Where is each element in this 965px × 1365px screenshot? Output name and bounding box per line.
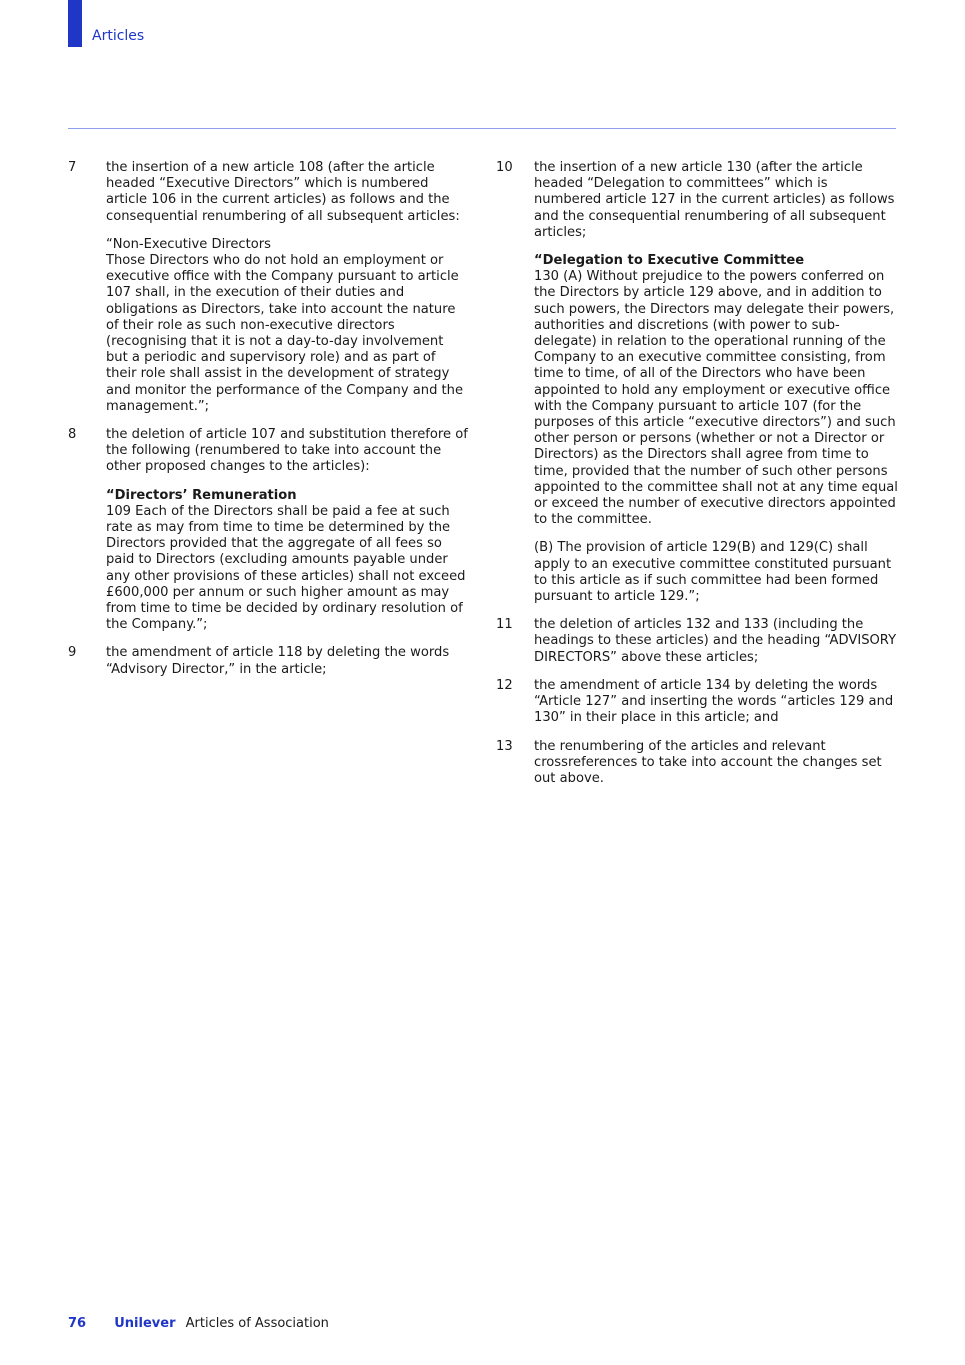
article-item-10 xyxy=(496,160,898,605)
article-item-9 xyxy=(68,645,468,677)
article-item-8 xyxy=(68,427,468,633)
quoted-article-part-b: (B) The provision of article 129(B) and 129(C) shall apply to an executive committee constituted pursuant to this article as if such committee had been formed pursuant to article 129.”; xyxy=(534,540,892,605)
item-number: 12 xyxy=(496,677,513,693)
item-text: the insertion of a new article 130 (after the article headed “Delegation to committees” which is numbered article 127 in the current articles) as follows and the consequential renumbering of all subsequent articles; xyxy=(534,160,895,240)
item-number: 7 xyxy=(68,160,77,175)
item-number: 9 xyxy=(68,645,77,661)
article-item-11 xyxy=(496,617,898,666)
quoted-article xyxy=(534,253,898,528)
quoted-body: Those Directors who do not hold an employment or executive office with the Company pursuant to article 107 shall, in the execution of their duties and obligations as Directors, take into account the nature of their role as such non-executive directors (recognising that it is not a day-to-day involvement but a periodic and supervisory role) and as part of their role shall assist in the development of strategy and monitor the performance of the Company and the management.”; xyxy=(106,253,464,414)
item-number: 13 xyxy=(496,738,513,754)
article-item-12 xyxy=(496,678,898,727)
item-text: the insertion of a new article 108 (after the article headed “Executive Directors” which is numbered article 106 in the current articles) as follows and the consequential renumbering of all subsequent articles: xyxy=(106,160,460,224)
right-column xyxy=(496,160,898,799)
item-text: the renumbering of the articles and relevant crossreferences to take into account the changes set out above. xyxy=(534,738,882,786)
quoted-body: 109 Each of the Directors shall be paid a fee at such rate as may from time to time be determined by the Directors provided that the aggregate of all fees so paid to Directors (excluding amounts payable under any other provisions of these articles) shall not exceed £600,000 per annum or such higher amount as may from time to time be decided by ordinary resolution of the Company.”; xyxy=(106,503,466,633)
brand-name: Unilever xyxy=(114,1316,176,1331)
quoted-heading: “Delegation to Executive Committee xyxy=(534,253,805,269)
page-footer xyxy=(68,1316,329,1331)
header-divider xyxy=(68,128,896,129)
quoted-article xyxy=(106,488,468,634)
item-text: the amendment of article 118 by deleting the words “Advisory Director,” in the article; xyxy=(106,645,450,677)
item-number: 11 xyxy=(496,617,513,633)
section-label: Articles xyxy=(92,28,145,44)
page-number: 76 xyxy=(68,1316,87,1331)
item-text: the deletion of article 107 and substitution therefore of the following (renumbered to take into account the other proposed changes to the articles): xyxy=(106,427,468,475)
article-item-13 xyxy=(496,739,898,788)
document-title: Articles of Association xyxy=(185,1316,329,1331)
quoted-heading: “Non-Executive Directors xyxy=(106,236,271,252)
item-text: the amendment of article 134 by deleting the words “Article 127” and inserting the words “articles 129 and 130” in their place in this article; and xyxy=(534,677,894,726)
item-number: 8 xyxy=(68,427,77,443)
quoted-article xyxy=(106,237,468,415)
quoted-body: 130 (A) Without prejudice to the powers conferred on the Directors by article 129 above, and in addition to such powers, the Directors may delegate their powers, authorities and discretions (with power to sub-delegate) in relation to the operational running of the Company to an executive committee consisting, from time to time, of all of the Directors who have been appointed to hold any employment or executive office with the Company pursuant to article 107 (for the purposes of this article “executive directors”) and such other person or persons (whether or not a Director or Directors) as the Directors shall agree from time to time, provided that the number of such other persons appointed to the committee shall not at any time equal or exceed the number of executive directors appointed to the committee. xyxy=(534,269,898,528)
quoted-heading: “Directors’ Remuneration xyxy=(106,487,297,503)
left-column xyxy=(68,160,468,690)
item-text: the deletion of articles 132 and 133 (including the headings to these articles) and the heading “ADVISORY DIRECTORS” above these articles; xyxy=(534,617,897,665)
header-accent-bar xyxy=(68,0,82,47)
article-item-7 xyxy=(68,160,468,415)
item-number: 10 xyxy=(496,160,513,175)
